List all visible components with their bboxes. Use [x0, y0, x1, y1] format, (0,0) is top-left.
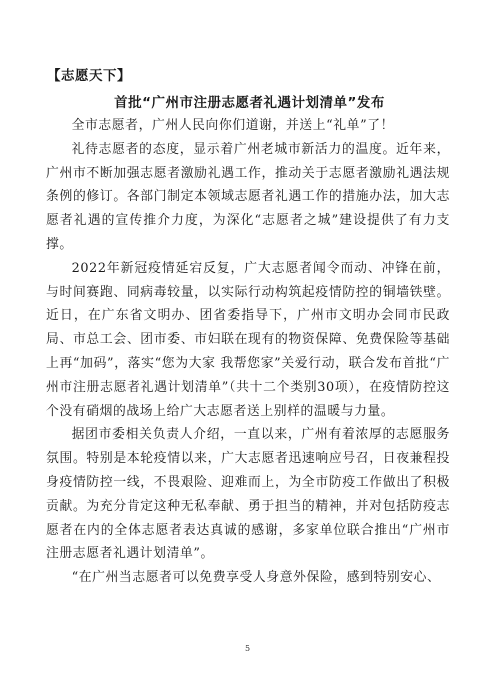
paragraph: 2022年新冠疫情延宕反复，广大志愿者闻令而动、冲锋在前，与时间赛跑、同病毒较量，以实际行动构筑起疫情防控的铜墙铁壁。近日，在广东省文明办、团省委指导下，广州市文明办会同市民政局、市总工会、团市委、市妇联在现有的物资保障、免费保险等基础上再“加码”，落实“您为大家 我帮您家”关爱行动，联合发布首批“广州市注册志愿者礼遇计划清单”（共十二个类别30项），在疫情防控这个没有硝烟的战场上给广大志愿者送上别样的温暖与力量。 — [46, 260, 450, 419]
article-title: 首批“广州市注册志愿者礼遇计划清单”发布 — [114, 95, 385, 111]
article-body — [46, 114, 450, 590]
paragraph: 全市志愿者，广州人民向你们道谢，并送上“礼单”了！ — [71, 118, 395, 133]
paragraph: “在广州当志愿者可以免费享受人身意外保险，感到特别安心、 — [71, 570, 441, 586]
page-number: 5 — [244, 644, 251, 653]
paragraph: 礼待志愿者的态度，显示着广州老城市新活力的温度。近年来，广州市不断加强志愿者激励礼遇工作，推动关于志愿者激励礼遇法规条例的修订。各部门制定本领域志愿者礼遇工作的措施办法，加大志愿者礼遇的宣传推介力度，为深化“志愿者之城”建设提供了有力支撑。 — [46, 141, 450, 252]
section-tag: 【志愿天下】 — [47, 68, 131, 84]
paragraph: 据团市委相关负责人介绍，一直以来，广州有着浓厚的志愿服务氛围。特别是本轮疫情以来，广大志愿者迅速响应号召，日夜兼程投身疫情防控一线，不畏艰险、迎难而上，为全市防疫工作做出了积极贡献。为充分肯定这种无私奉献、勇于担当的精神，并对包括防疫志愿者在内的全体志愿者表达真诚的感谢，多家单位联合推出“广州市注册志愿者礼遇计划清单”。 — [46, 427, 450, 562]
